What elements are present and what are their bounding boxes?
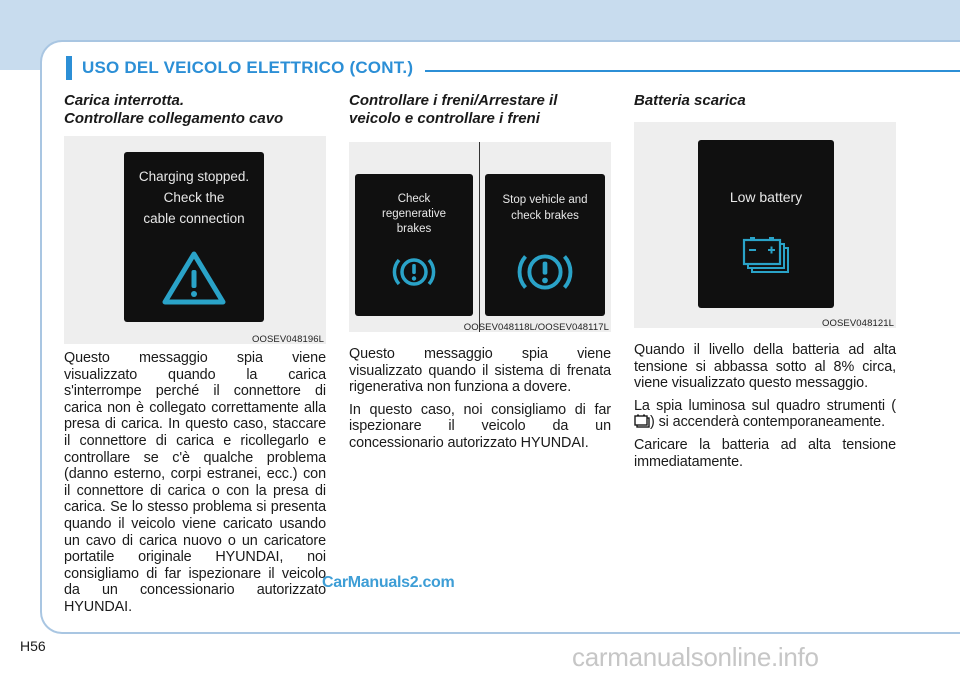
column-title-line: veicolo e controllare i freni bbox=[349, 110, 540, 127]
page-number: H56 bbox=[20, 638, 46, 654]
column-body bbox=[349, 346, 611, 452]
figure-charging-stopped bbox=[64, 136, 326, 344]
paragraph: Questo messaggio spia viene visualizzato quando la carica s'interrompe perché il connettore di carica non è collegato correttamente alla presa di carica. In questo caso, staccare il connettore di carica e ricollegarlo e controllare se c'è qualche problema (danno esterno, corpi estranei, ecc.) con il connettore di carica o con la presa di carica. Se lo stesso problema si presenta quando il veicolo viene caricato usando un cavo di carica nuovo o un caricatore portatile originale HYUNDAI, noi consigliamo di far ispezionare il veicolo da un concessionario autorizzato HYUNDAI. bbox=[64, 350, 326, 615]
brake-warning-icon bbox=[392, 252, 436, 292]
screen-line: Stop vehicle and bbox=[502, 194, 588, 206]
column-title-line: Controllare collegamento cavo bbox=[64, 110, 284, 127]
column-body bbox=[64, 350, 326, 616]
display-screen-left bbox=[355, 174, 473, 316]
battery-indicator-icon bbox=[634, 414, 650, 428]
column-body bbox=[634, 342, 896, 470]
figure-check-brakes bbox=[349, 142, 611, 332]
watermark-carmanuals2[interactable]: CarManuals2.com bbox=[322, 574, 455, 591]
figure-divider bbox=[479, 142, 480, 332]
figure-caption: OOSEV048118L/OOSEV048117L bbox=[463, 322, 609, 333]
column-title bbox=[64, 92, 326, 130]
section-title: USO DEL VEICOLO ELETTRICO (CONT.) bbox=[82, 58, 414, 77]
paragraph: Quando il livello della batteria ad alta tensione si abbassa sotto al 8% circa, viene visualizzato questo messaggio. bbox=[634, 342, 896, 392]
paragraph: In questo caso, noi consigliamo di far ispezionare il veicolo da un concessionario autorizzato HYUNDAI. bbox=[349, 401, 611, 451]
brake-warning-icon bbox=[515, 246, 575, 298]
paragraph-part: La spia luminosa sul quadro strumenti ( bbox=[634, 397, 896, 414]
screen-line: check brakes bbox=[511, 210, 579, 222]
watermark-carmanualsonline[interactable]: carmanualsonline.info bbox=[572, 642, 819, 672]
column-title-line: Controllare i freni/Arrestare il bbox=[349, 92, 558, 109]
display-screen bbox=[124, 152, 264, 322]
section-header bbox=[66, 56, 960, 80]
display-screen-right bbox=[485, 174, 605, 316]
column-title-line: Carica interrotta. bbox=[64, 92, 185, 109]
battery-icon bbox=[742, 236, 792, 276]
warning-triangle-icon bbox=[159, 248, 229, 308]
screen-line: Check the bbox=[163, 190, 225, 205]
column-title-line: Batteria scarica bbox=[634, 92, 746, 109]
screen-line: cable connection bbox=[143, 211, 245, 226]
figure-caption: OOSEV048121L bbox=[822, 318, 894, 329]
paragraph-part: ) si accenderà contemporaneamente. bbox=[650, 414, 885, 431]
column-title bbox=[349, 92, 611, 130]
paragraph: Questo messaggio spia viene visualizzato quando il sistema di frenata rigenerativa non funziona a dovere. bbox=[349, 346, 611, 396]
column-charging-stopped bbox=[64, 92, 326, 622]
figure-low-battery bbox=[634, 122, 896, 328]
column-low-battery bbox=[634, 92, 896, 476]
screen-line: Low battery bbox=[729, 189, 803, 205]
header-accent-bar bbox=[66, 56, 72, 80]
screen-line: Check bbox=[397, 193, 431, 205]
screen-line: Charging stopped. bbox=[138, 169, 250, 184]
display-screen bbox=[698, 140, 834, 308]
screen-line: regenerative bbox=[382, 208, 446, 220]
figure-caption: OOSEV048196L bbox=[252, 334, 324, 345]
paragraph bbox=[634, 398, 896, 431]
paragraph: Caricare la batteria ad alta tensione immediatamente. bbox=[634, 436, 896, 470]
screen-line: brakes bbox=[396, 223, 432, 235]
column-title bbox=[634, 92, 896, 122]
header-rule bbox=[425, 70, 960, 72]
column-check-brakes bbox=[349, 92, 611, 458]
